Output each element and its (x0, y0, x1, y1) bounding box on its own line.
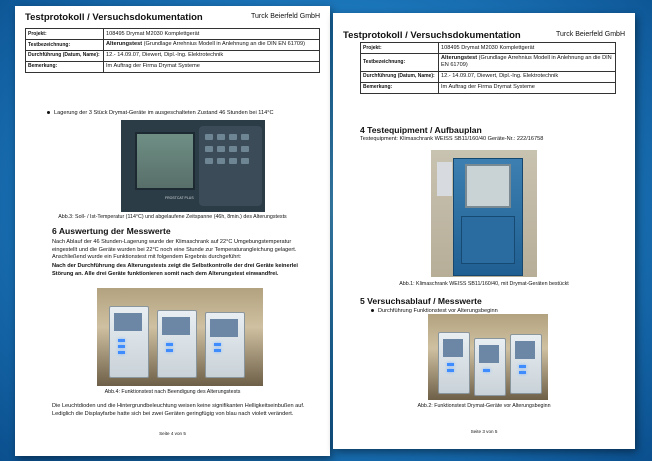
table-value: 108495 Drymat M2030 Komplettgerät (439, 43, 616, 54)
table-value: Alterungstest (Grundlage Arrehnius Modell in Anlehnung an die DIN EN 61709) (104, 39, 320, 50)
table-row (361, 71, 616, 82)
device (474, 338, 506, 396)
functional-test-after-photo (97, 288, 263, 386)
table-row (26, 29, 320, 40)
document-page-4 (15, 6, 330, 456)
display-screen (135, 132, 195, 190)
page-footer: Seite 3 von 5 (470, 429, 498, 434)
table-key: Bemerkung: (361, 82, 439, 93)
photo-label: FROSTCAT PLUS (165, 196, 194, 200)
header-title: Testprotokoll / Versuchsdokumentation (343, 30, 521, 41)
climate-display-photo (121, 120, 265, 212)
device (109, 306, 149, 378)
section-4-text: Testequipment: Klimaschrank WEISS SB11/160/40 Geräte-Nr.: 222/16758 (360, 136, 544, 142)
header-company: Turck Beierfeld GmbH (251, 13, 320, 20)
table-row (26, 50, 320, 61)
table-row (361, 53, 616, 71)
table-key: Durchführung (Datum, Name): (361, 71, 439, 82)
caption-abb4: Abb.4: Funktionstest nach Beendigung des Alterungstests (104, 389, 241, 395)
table-value: 108495 Drymat M2030 Komplettgerät (104, 29, 320, 40)
table-value: Im Auftrag der Firma Drymat Systeme (439, 82, 616, 93)
section-heading-5: 5 Versuchsablauf / Messwerte (360, 296, 482, 306)
bullet-dot (371, 309, 374, 312)
page-footer: Seite 4 von 5 (159, 431, 186, 436)
device (510, 334, 542, 394)
paragraph-2: Die Leuchtdioden und die Hintergrundbeleuchtung weisen keine signifikanten Helligkeitseinbußen auf. Lediglich die Displayfarbe hatte sich bei zwei Geräten geringfügig von blau nach violett verändert. (52, 403, 305, 417)
table-row (361, 82, 616, 93)
header-company: Turck Beierfeld GmbH (556, 31, 625, 38)
document-page-3 (333, 13, 635, 449)
functional-test-before-photo (428, 314, 548, 400)
info-table (360, 42, 616, 94)
table-value: 12.- 14.09.07, Diewert, Dipl.-Ing. Elektrotechnik (439, 71, 616, 82)
climate-cabinet-photo (431, 150, 537, 277)
table-key: Bemerkung: (26, 61, 104, 72)
section-heading-4: 4 Testequipment / Aufbauplan (360, 125, 482, 135)
table-row (26, 39, 320, 50)
table-key: Testbezeichnung: (361, 53, 439, 71)
page-header (25, 12, 320, 26)
table-key: Durchführung (Datum, Name): (26, 50, 104, 61)
caption-abb1: Abb.1: Klimaschrank WEISS SB11/160/40, mit Drymat-Geräten bestückt (399, 281, 569, 287)
cabinet-window (465, 164, 511, 208)
device (205, 312, 245, 378)
info-table (25, 28, 320, 73)
table-value: 12.- 14.09.07, Diewert, Dipl.-Ing. Elektrotechnik (104, 50, 320, 61)
bullet-item: Lagerung der 3 Stück Drymat-Geräte im ausgeschalteten Zustand 46 Stunden bei 114°C (47, 110, 273, 116)
bullet-item: Durchführung Funktionstest vor Alterungsbeginn (371, 308, 498, 314)
caption-abb3: Abb.3: Soll- / Ist-Temperatur (114°C) und abgelaufene Zeitspanne (46h, 8min.) des Alterungstests (58, 214, 287, 220)
table-key: Testbezeichnung: (26, 39, 104, 50)
table-value: Alterungstest (Grundlage Arrehnius Modell in Anlehnung an die DIN EN 61709) (439, 53, 616, 71)
cabinet-door (461, 216, 515, 264)
section-heading-6: 6 Auswertung der Messwerte (52, 226, 171, 236)
paragraph-bold: Nach der Durchführung des Alterungstests zeigt die Selbstkontrolle der drei Geräte keinerlei Störung an. Alle drei Geräte funktionieren somit nach dem Alterungstest einwandfrei. (52, 263, 298, 277)
caption-abb2: Abb.2: Funktionstest Drymat-Geräte vor Alterungsbeginn (417, 403, 551, 409)
table-value: Im Auftrag der Firma Drymat Systeme (104, 61, 320, 72)
table-row (361, 43, 616, 54)
table-row (26, 61, 320, 72)
device (438, 332, 470, 394)
table-key: Projekt: (361, 43, 439, 54)
bullet-dot (47, 111, 50, 114)
table-key: Projekt: (26, 29, 104, 40)
control-panel (199, 126, 262, 206)
paragraph-1: Nach Ablauf der 46 Stunden-Lagerung wurde der Klimaschrank auf 22°C Umgebungstemperatur eingestellt und die Geräte wurden bei 22°C noch eine Stunde zur Temperaturangleichung gelagert. Anschließend wurde ein Funktionstest mit folgendem Ergebnis durchgeführt: (52, 239, 297, 261)
header-title: Testprotokoll / Versuchsdokumentation (25, 12, 203, 23)
device (157, 310, 197, 378)
cabinet-side-panel (437, 162, 452, 196)
